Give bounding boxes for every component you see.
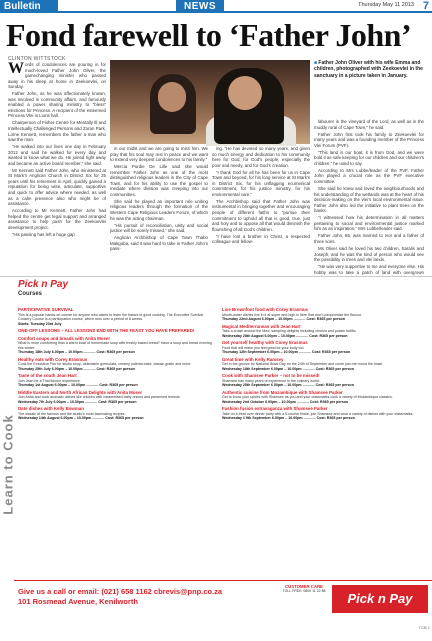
article-paragraph: Mr Kennett said Father John, who ministered at St Mark’s Anglican Church in District Six for 25 years until his retirement in April, quickly gained a reputation for being wise, articulate, supportive and quick to offer advice where needed, as well as a calm presence also who might be of assistance. [8,167,106,207]
article-paragraph: Father John, as he was affectionately known, was involved in community affairs, and famously enabled a power sharing ministry to “bless” elections for Princess. A recipient of the esteemed Princess Vlei in Lions hall. [8,91,106,119]
ad-side-strip [0,277,14,641]
section-label: NEWS [176,0,224,13]
article-paragraph: Ms Oliver said he loved his two children, Saralis and Joseph, and he was the kind of person who would see the possibility in trees and vlei lands. [314,245,424,263]
article-column-3 [212,146,310,270]
pick-n-pay-logo: Pick n Pay [332,585,428,613]
course-title: Get yourself healthy with Corey Erasmus [222,340,308,345]
course-title: Taste of the south Jean Hart [18,373,77,378]
course-item [222,325,420,339]
course-description: The classic of the famous and the studio’s most fascinating recipes. [18,411,126,416]
contact-address: 101 Rosmead Avenue, Kenilworth [18,597,138,606]
course-title: Authentic cuisine from Mozambique with Shamsee Parker [222,389,343,395]
contact-phone-email: Give us a call or email: (021) 658 1162 cbrevis@pnp.co.za [18,587,223,596]
article-paragraph: Mercia Purdie De Lille said she would remember Father John as one of the most distinguished religious leaders in the City of Cape Town, and for his ability to use the gospel to mediate where division was creeping into our communities. [110,164,208,197]
course-title: Great time with Kelly Ramsey [222,356,284,362]
course-schedule: Thursday 25th July 6.00pm – 10.00pm ............ Cost: R365 per person [18,366,135,371]
course-item [18,308,214,326]
course-schedule: Wednesday 25th September 6.00pm – 10.00pm ............ Cost: R365 per person [222,383,354,387]
course-description: Join Anita and cook aromatic dishes like chicken with caramelised baby onions and preserved lemons. [18,395,181,399]
family-photo [110,60,310,144]
caption-marker-icon: ■ [314,60,318,66]
course-description: What is more comforting than a warm bowl of homemade soup with freshly baked bread? Have a soup and bread evening this winter. [18,341,212,350]
course-title: Fashion fusion extravaganza with Shamsee Parker [222,406,328,411]
article-paragraph: Father John, 86, was married to Ivor and a father of three sons. [314,233,424,244]
course-schedule: Wednesday 18th September 6.00pm – 10.00pm ............ Cost: R365 per person [222,366,354,371]
page-number: 7 [422,0,429,12]
course-schedule: Wednesday 14th August 6.00pm – 10.00pm ............ Cost: R365 per person [18,416,144,420]
course-title: Middle Eastern and North African Delights with Anita Moser [18,389,143,395]
photo-caption [314,60,424,79]
article-paragraph: Father John first took his family to Zeekoevlei for many years and was a founding member of the Princess Vlei Forum (PVF). [314,131,424,148]
course-schedule: Thursday 22nd August 6.00pm – 10.00pm ............ Cost: R365 per person [222,317,345,321]
course-list-right [222,305,420,603]
article-paragraph: “His pursuit of reconciliation, unity and social justice will be sorely missed,” she said. [110,222,208,234]
course-description: Take on a treat over dinner party with a 5-course finale, join Shamsee and cook a variety of dishes with your classmates. [222,411,414,416]
article-paragraph: Chairperson of Fisher Centre for Mentally Ill and Intellectually Challenged Persons and Zoran Park, Lorne Kennett, remembers the father a man who saw the man. [8,120,106,143]
course-title: Date dishes with Kelly Bowman [18,406,84,411]
article-paragraph: Anglican Archbishop of Cape Town Thabo Makgoba, said it was hard to take in Father John’s pass- [110,235,208,252]
course-item [222,374,420,388]
article-paragraph: The Archbishop said that Father John was instrumental in bringing together and encouraging people of different faiths to “pursue their commitment to uphold all that is good, true, just and holy and to oppose all that would diminish the flourishing of all God’s children. [212,198,310,232]
ad-subtitle: Courses [18,291,43,297]
issue-date: Thursday May 11 2013 [358,2,414,8]
course-schedule: Thursday 12th September 6.00pm – 10.00pm ............ Cost: R365 per person [222,350,351,354]
course-title: Magical Mediterranean with Jean Hart [222,323,301,329]
article-paragraph: “I witnessed how his determination in all matters pertaining to social and environmental justice marked him as an inspiration,” Mrs Lubbe/leader said. [314,215,424,232]
course-description: Mouth-water dishes live in it at super and high in fibre that don’t compromise the flavour. [222,312,362,317]
course-title: PARTICIPATIVE SURVIVAL [18,307,74,312]
course-schedule: Wednesday 28th August 6.00pm – 10.00pm ............ Cost: R365 per person [222,333,348,338]
course-description: Get to know your spices with Shamsee as you and your classmates cook a variety of Mozambique classics. [222,395,393,399]
course-item [222,391,420,405]
article-paragraph: She said he knew and loved the neighbourhoods and his understanding of the wetlands was at the heart of his decision-making on the vlei’s local environmental issue. Father John also led the initiative to plant trees on the banks. [314,186,424,214]
byline: CLINTON WITTSTOCK [8,56,66,62]
course-item [18,337,214,355]
course-schedule: Thursday 1st August 6.00pm – 10.00pm ............ Cost: R365 per person [18,383,138,387]
customer-care-title: CUSTOMER CARE [285,584,323,589]
course-item [222,341,420,355]
course-item [18,358,214,372]
ad-footer [14,580,432,640]
article-paragraph: “I have lost a brother in Christ, a respected colleague and fellow- [212,233,310,245]
course-title: Live Brownfont food with Corey Erasmus [222,307,309,312]
course-item [18,374,214,388]
article-paragraph: ing. “He has devoted so many years, and given so much energy and dedication to his community here for God, for God’s people, especially the poor and needy, and for God’s creation. [212,146,310,168]
page-header [0,0,432,13]
caption-text: Father John Oliver with his wife Emma and children, photographed with Zeekoevlei in the sanctuary in a picture taken in January. [314,60,423,79]
article-paragraph: “I thank God for all he has been for us in Cape Town and beyond, for his long service at St Mark’s in District Six, for his unflagging ecumenical commitment, for his justice ministry, for his environmental care.” [212,169,310,197]
headline: Fond farewell to ‘Father John’ [6,17,412,53]
article-paragraph: in our midst and we are going to miss him. We pray that his soul may rest in peace and we want to extend very deepest condolences to his family.” [110,146,208,163]
course-description: Get in the groove for National Braai Day on the 24th of September and come join me round the braai. [222,362,383,366]
course-description: Shamsee has many years of experience in the culinary world. [222,378,320,383]
masthead-brand: Bulletin [0,0,58,13]
customer-care-box [282,585,326,613]
course-schedule: Wednesday 2nd October 6.00pm – 10.00pm ............ Cost: R365 per person [222,399,349,404]
course-schedule: Starts: Tuesday 23rd July [18,321,62,326]
article-paragraph: ords of condolences are pouring in for much-loved Father John Oliver, the gamechanging minister who passed away in his sleep at home in Zeekoevlei, on Sunday. [8,62,106,90]
course-description: Join Jean for a Thai flavour experience. [18,378,81,383]
course-list-left [18,305,214,603]
article-paragraph: labourer in the vineyard of the Lord, as well as in the muddy rural of Cape Town,” he said. [314,119,424,130]
ad-brand-logo: Pick n Pay [18,279,69,290]
article-column-1 [8,62,106,270]
article-paragraph: “He was very supportive to me and everyone else. His hobby was to take a patch of land with overgrown [314,264,424,275]
article-paragraph: She said he played an important role uniting religious leaders through the formation of the Western Cape Religious Leaders Forum, of which he was the acting chairman. [110,198,208,221]
article-paragraph: “This land is our boat, it is from God, and we were bold it as safe keeping for our children and our children’s children,” he used to say. [314,149,424,166]
article-paragraph: According to Mrs Lubbe/leader of the PVF, Father John played a crucial role as the PVF executive committee. [314,167,424,184]
article-paragraph: “His passing has left a huge gap [12,231,75,237]
course-schedule: Thursday 18th July 6.00pm – 10.00pm ............ Cost: R365 per person [18,350,135,354]
ad-reference-code: TCB 1 [418,625,430,630]
article-paragraph: “He walked into our lives one day in February 2012 and said he walked for every day and wanted to know what we do. He joined right away and became an active board member,” she said. [8,144,106,166]
course-title: Cook with Shamsee Parker – not to be missed! [222,373,320,378]
course-description: Take a cruise around the Med, sampling delights including chorizo and potato tortilla. [222,329,357,333]
course-description: Food that will make you feel good for your body too. [222,345,305,350]
course-item [18,407,214,421]
course-description: This is a popular hands-on course for anyone who wants to learn the basics of good cooking. The Executive Survival Cookery Course is a participation course, which runs over a period of 8 weeks. [18,312,204,321]
learn-to-cook-vertical-title: Learn to Cook [0,414,16,515]
drop-cap: W [8,60,24,77]
course-schedule: Wednesday 1 9th September 6.00pm – 10.00pm ............ Cost: R365 per person [222,416,355,420]
course-item [222,358,420,372]
course-section-heading: ONE-OFF LESSONS – ALL LESSONS END WITH THE FEAST YOU HAVE PREPARED! [18,328,195,333]
course-item [222,407,420,421]
course-title: Healthy eats with Corey Erasmus [18,356,88,362]
article-paragraph: According to Mr Kennett, Father John had helped the centre get legal support and arranged assistance to help push for the Zeekoevlei development project. [8,208,106,230]
course-description: Cook the Executive Fun for studio soup, delectable gremolata, creamy polenta bake, classic gratin and more. [18,362,192,366]
course-schedule: Wednesday 7th July 6.00pm – 10.00pm ............ Cost: R365 per person [18,399,137,404]
article-column-4 [314,119,424,275]
article-column-2 [110,146,208,270]
course-title: Comfort soups and breads with Anita Moser [18,335,111,341]
course-item [18,391,214,405]
customer-care-number: TOLL FREE: 0800 11 22 88 [282,589,326,593]
course-item [222,308,420,322]
course-item [18,329,214,334]
